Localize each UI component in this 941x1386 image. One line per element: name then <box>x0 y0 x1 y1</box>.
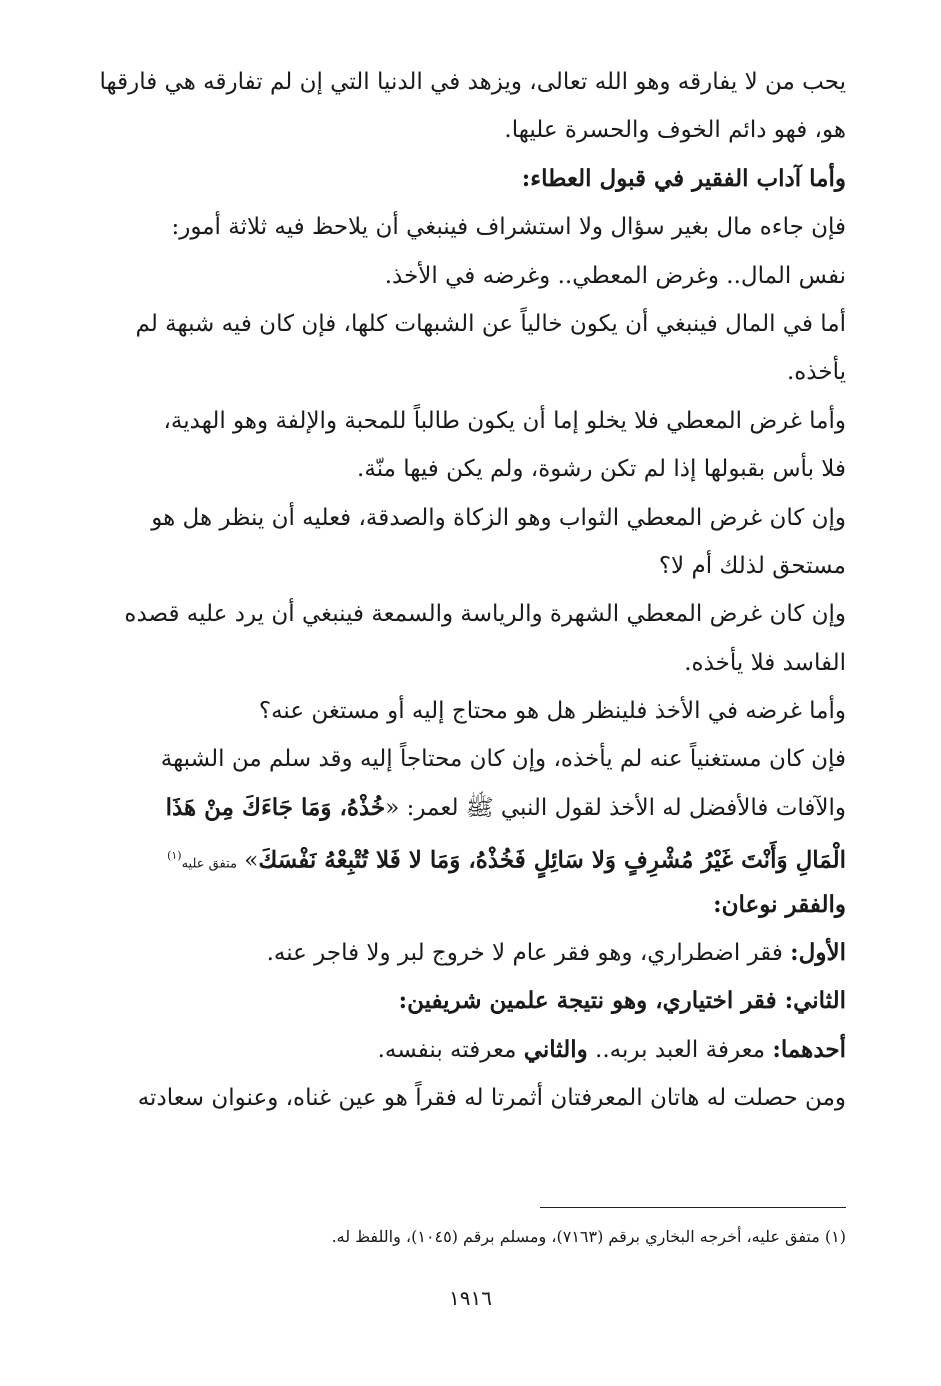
body-line-14: وأما غرضه في الأخذ فلينظر هل هو محتاج إليه أو مستغن عنه؟ <box>258 698 846 725</box>
poverty-heading: والفقر نوعان: <box>713 890 846 918</box>
body-line-8: وأما غرض المعطي فلا يخلو إما أن يكون طالباً للمحبة والإلفة وهو الهدية، <box>163 407 846 434</box>
hadith-quote-part-2: الْمَالِ وَأَنْتَ غَيْرُ مُشْرِفٍ وَلا سَائِلٍ فَخُذْهُ، وَمَا لا فَلا تُتْبِعْهُ نَفْسَكَ <box>258 846 846 874</box>
poverty-type-2 <box>70 977 846 1025</box>
footnote-reference: (١) <box>167 849 182 863</box>
body-line-6: أما في المال فينبغي أن يكون خالياً عن الشبهات كلها، فإن كان فيه شبهة لم <box>135 310 846 337</box>
first-label: الأول: <box>790 939 846 967</box>
hadith-attribution: متفق عليه <box>181 856 237 872</box>
body-line-13: الفاسد فلا يأخذه. <box>684 649 846 676</box>
hadith-quote-part-1: خُذْهُ، وَمَا جَاءَكَ مِنْ هَذَا <box>165 793 386 821</box>
page-number: ١٩١٦ <box>449 1286 492 1310</box>
footnote: (١) متفق عليه، أخرجه البخاري برقم (٧١٦٣)، ومسلم برقم (١٠٤٥)، واللفظ له. <box>331 1227 846 1246</box>
body-line-2: هو، فهو دائم الخوف والحسرة عليها. <box>504 117 846 144</box>
first-text: فقر اضطراري، وهو فقر عام لا خروج لبر ولا فاجر عنه. <box>266 940 791 967</box>
body-line-12: وإن كان غرض المعطي الشهرة والرياسة والسمعة فينبغي أن يرد عليه قصده <box>124 601 846 628</box>
body-line-5: نفس المال.. وغرض المعطي.. وغرضه في الأخذ. <box>384 262 846 289</box>
body-line-11: مستحق لذلك أم لا؟ <box>658 552 846 579</box>
body-line-15: فإن كان مستغنياً عنه لم يأخذه، وإن كان محتاجاً إليه وقد سلم من الشبهة <box>160 746 846 773</box>
second-label: الثاني: <box>784 987 846 1015</box>
hadith-prefix: والآفات فالأفضل له الأخذ لقول النبي ﷺ لعمر: « <box>385 794 846 821</box>
other-label: والثاني <box>523 1035 588 1063</box>
footnote-separator <box>540 1207 846 1208</box>
body-line-4: فإن جاءه مال بغير سؤال ولا استشراف فينبغي أن يلاحظ فيه ثلاثة أمور: <box>171 214 846 241</box>
second-text: فقر اختياري، وهو نتيجة علمين شريفين: <box>398 987 785 1015</box>
one-label: أحدهما: <box>772 1035 846 1063</box>
body-line-1: يحب من لا يفارقه وهو الله تعالى، ويزهد في الدنيا التي إن لم تفارقه هي فارقها <box>99 69 846 95</box>
one-text: معرفة العبد بربه.. <box>587 1036 773 1063</box>
body-line-9: فلا بأس بقبولها إذا لم تكن رشوة، ولم يكن فيها منّة. <box>357 456 846 483</box>
page-body <box>70 58 846 1123</box>
section-heading-etiquette: وأما آداب الفقير في قبول العطاء: <box>521 164 846 192</box>
hadith-line-1 <box>70 784 846 832</box>
body-line-10: وإن كان غرض المعطي الثواب وهو الزكاة والصدقة، فعليه أن ينظر هل هو <box>151 504 846 531</box>
body-last-line: ومن حصلت له هاتان المعرفتان أثمرتا له فقراً هو عين غناه، وعنوان سعادته <box>137 1085 846 1112</box>
knowledge-line <box>70 1026 846 1074</box>
hadith-line-2 <box>70 832 846 880</box>
poverty-type-1 <box>70 929 846 977</box>
hadith-close-quote: » <box>244 847 259 874</box>
body-line-7: يأخذه. <box>786 359 846 386</box>
other-text: معرفته بنفسه. <box>377 1036 524 1063</box>
